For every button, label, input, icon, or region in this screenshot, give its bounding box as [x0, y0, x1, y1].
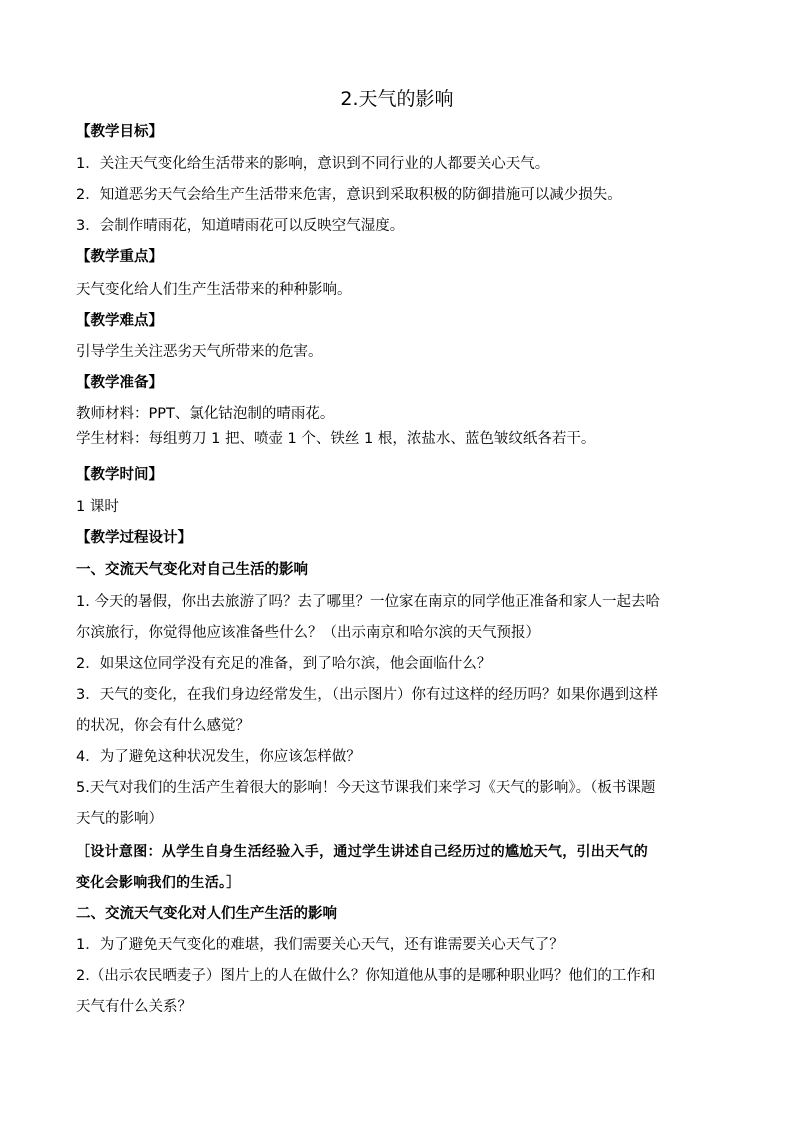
- section2-heading: 二、交流天气变化对人们生产生活的影响: [76, 906, 337, 922]
- objective-item-1: 1．关注天气变化给生活带来的影响，意识到不同行业的人都要关心天气。: [76, 156, 550, 172]
- s1-item4: 4．为了避免这种状况发生，你应该怎样做？: [76, 749, 361, 765]
- s2-item2-line2: 天气有什么关系？: [76, 999, 192, 1015]
- prep-heading: 【教学准备】: [76, 375, 163, 391]
- time-text: 1 课时: [76, 499, 119, 515]
- s2-item2-line1: 2.（出示农民晒麦子）图片上的人在做什么？你知道他从事的是哪种职业吗？他们的工作和: [76, 968, 656, 984]
- key-heading: 【教学重点】: [76, 249, 163, 265]
- objectives-heading: 【教学目标】: [76, 124, 163, 140]
- s1-item3-line1: 3．天气的变化，在我们身边经常发生，（出示图片）你有过这样的经历吗？如果你遇到这样: [76, 687, 658, 703]
- s1-item5-line1: 5.天气对我们的生活产生着很大的影响！今天这节课我们来学习《天气的影响》。（板书课题: [76, 780, 656, 796]
- s1-item3-line2: 的状况，你会有什么感觉？: [76, 718, 250, 734]
- s2-item1: 1．为了避免天气变化的难堪，我们需要关心天气，还有谁需要关心天气了？: [76, 937, 564, 953]
- process-heading: 【教学过程设计】: [76, 530, 192, 546]
- s1-item1-line2: 尔滨旅行，你觉得他应该准备些什么？（出示南京和哈尔滨的天气预报）: [76, 625, 540, 641]
- s1-item5-line2: 天气的影响）: [76, 811, 163, 827]
- design-intent-line1: ［设计意图：从学生自身生活经验入手，通过学生讲述自己经历过的尴尬天气，引出天气的: [76, 844, 648, 860]
- time-heading: 【教学时间】: [76, 467, 163, 483]
- key-text: 天气变化给人们生产生活带来的种种影响。: [76, 282, 352, 298]
- difficulty-heading: 【教学难点】: [76, 313, 163, 329]
- difficulty-text: 引导学生关注恶劣天气所带来的危害。: [76, 344, 323, 360]
- s1-item2: 2．如果这位同学没有充足的准备，到了哈尔滨，他会面临什么？: [76, 656, 492, 672]
- page-title: 2.天气的影响: [340, 88, 454, 110]
- objective-item-3: 3．会制作晴雨花，知道晴雨花可以反映空气湿度。: [76, 218, 405, 234]
- design-intent-line2: 变化会影响我们的生活。］: [76, 875, 241, 891]
- objective-item-2: 2．知道恶劣天气会给生产生活带来危害，意识到采取积极的防御措施可以减少损失。: [76, 187, 622, 203]
- s1-item1-line1: 1. 今天的暑假，你出去旅游了吗？去了哪里？一位家在南京的同学他正准备和家人一起去哈: [76, 594, 660, 610]
- section1-heading: 一、交流天气变化对自己生活的影响: [76, 562, 308, 578]
- prep-student: 学生材料：每组剪刀 1 把、喷壶 1 个、铁丝 1 根，浓盐水、蓝色皱纹纸各若干。: [76, 431, 596, 447]
- prep-teacher: 教师材料：PPT、氯化钴泡制的晴雨花。: [76, 406, 335, 422]
